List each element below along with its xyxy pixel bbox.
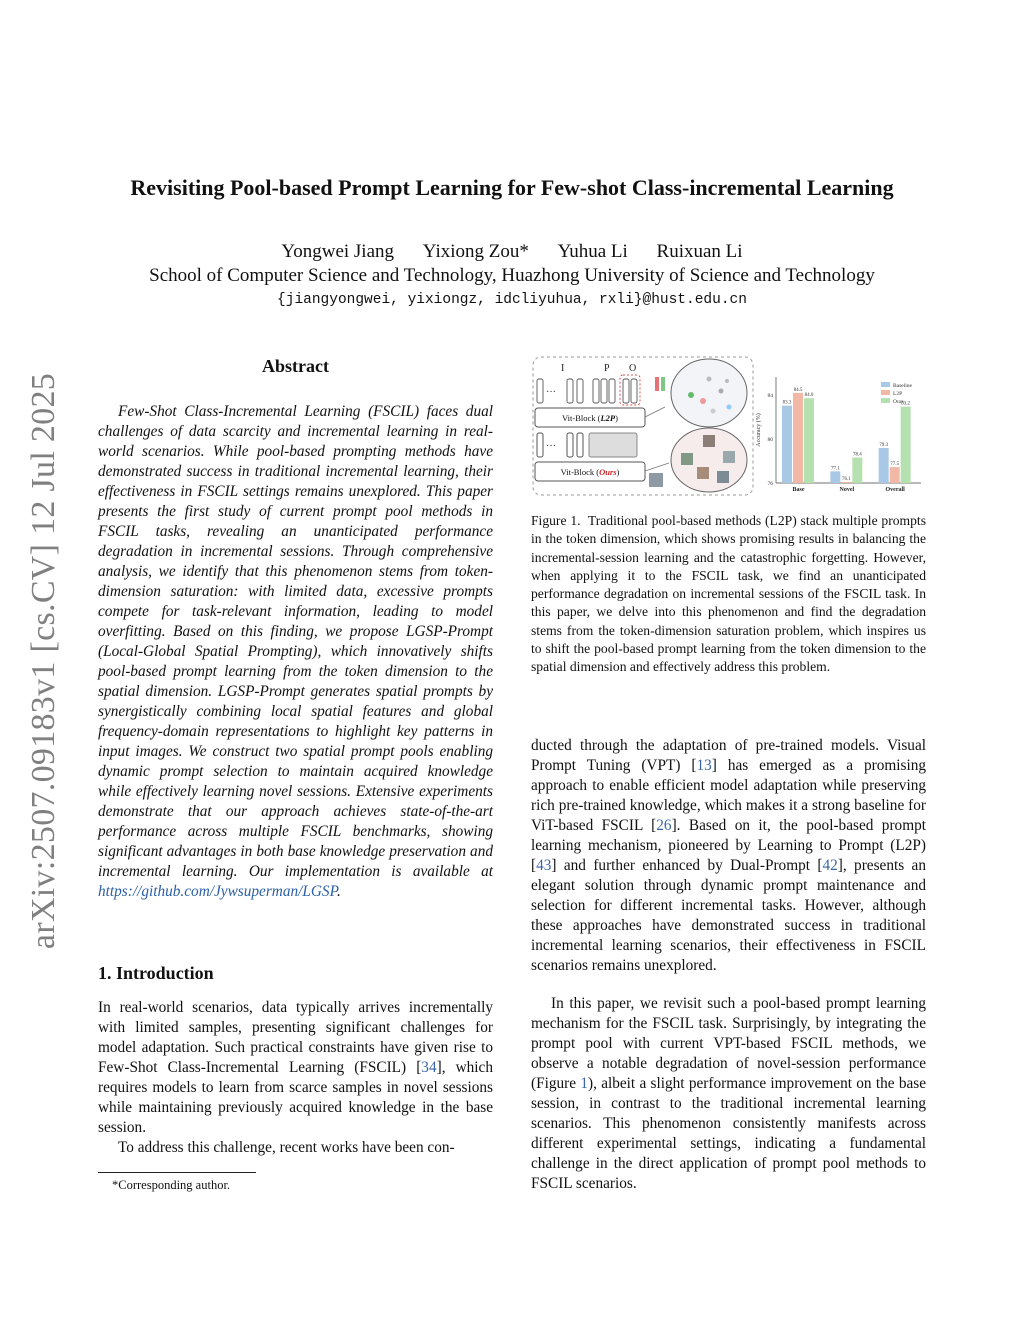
legend-label: L2P <box>893 391 903 397</box>
bar-baseline <box>782 406 792 483</box>
figure-1 <box>531 355 931 500</box>
citation-link[interactable]: 42 <box>822 857 838 874</box>
legend-swatch <box>881 382 890 387</box>
output-token <box>631 379 637 403</box>
figure-1-graphic <box>531 355 931 500</box>
bar-baseline <box>830 471 840 483</box>
y-tick-label: 76 <box>767 481 773 487</box>
body-text: ]. Based on it, the pool-based prompt learning mechanism, pioneered by Learning to Prompt (L2P) [ <box>531 817 926 874</box>
bar-l2p <box>793 393 803 483</box>
abstract-end: . <box>336 883 341 900</box>
intro-text: ], which requires models to learn from scarce samples in novel sessions while maintaining previously acquired knowledge in the base session. <box>98 1059 493 1136</box>
citation-link[interactable]: 26 <box>656 817 672 834</box>
spatial-prompt-thumb <box>649 473 663 487</box>
category-label: Novel <box>839 487 855 493</box>
input-token <box>537 433 543 457</box>
author-name: Yongwei Jiang <box>281 241 395 262</box>
paper-title: Revisiting Pool-based Prompt Learning for Few-shot Class-incremental Learning <box>130 175 894 200</box>
legend-label: Baseline <box>893 383 912 389</box>
intro-text: In real-world scenarios, data typically arrives incrementally with limited samples, presenting significant challenges for model adaptation. Such practical constraints have given rise to Few-Shot Class-Incremental Learning (FSCIL) [ <box>98 999 493 1076</box>
label-p: P <box>604 363 610 374</box>
bar-value-label: 84.5 <box>793 387 803 393</box>
author-name: Ruixuan Li <box>656 241 743 262</box>
arxiv-watermark <box>14 372 74 950</box>
bar-value-label: 77.5 <box>890 462 900 468</box>
label-o: O <box>629 363 637 374</box>
affiliation: School of Computer Science and Technology, Huazhong University of Science and Technology <box>149 265 875 286</box>
bar-value-label: 76.1 <box>841 476 851 482</box>
y-tick-label: 80 <box>767 437 773 443</box>
citation-link[interactable]: 43 <box>536 857 552 874</box>
prompt-chip <box>655 377 659 391</box>
caption-text: Traditional pool-based methods (L2P) stack multiple prompts in the token dimension, which shows promising results in balancing the incremental-session learning and the catastrophic forgetting. However, when applying it to the FSCIL task, we find an unanticipated performance degradation on incremental sessions of the FSCIL task. In this paper, we delve into this phenomenon and find the degradation stems from the token-dimension saturation problem, which inspires us to shift the pool-based prompt learning from the token dimension to the spatial dimension and effectively address this problem. <box>531 513 926 675</box>
body-text: ), albeit a slight performance improvement on the base session, in contrast to the traditional incremental learning scenarios. This phenomenon consistently manifests across different experimental settings, indicating a fundamental challenge in the direct application of prompt pool methods to FSCIL scenarios. <box>531 1075 926 1192</box>
intro-heading: 1. Introduction <box>98 963 214 983</box>
output-token <box>623 379 629 403</box>
intro-body <box>98 998 493 1158</box>
bar-value-label: 78.4 <box>852 452 862 458</box>
bar-ours <box>901 407 911 483</box>
prompt-token <box>593 379 599 403</box>
bar-l2p <box>890 467 900 483</box>
author-name: Yixiong Zou* <box>422 241 529 262</box>
legend-label: Ours <box>893 399 904 405</box>
y-tick-label: 84 <box>767 393 773 399</box>
abstract-body <box>98 402 493 902</box>
citation-link[interactable]: 34 <box>421 1059 437 1076</box>
author-list <box>60 241 964 263</box>
bar-value-label: 77.1 <box>830 466 840 472</box>
vit-block-l2p-label: Vit-Block (L2P) <box>562 413 618 423</box>
ellipsis: ··· <box>546 441 556 452</box>
bar-value-label: 83.3 <box>782 400 792 406</box>
intro-paragraph-2: To address this challenge, recent works have been con- <box>118 1139 455 1156</box>
y-axis-label: Accuracy (%) <box>756 413 762 447</box>
figure-link[interactable]: 1 <box>580 1075 588 1092</box>
footnote: *Corresponding author. <box>112 1178 231 1192</box>
label-i: I <box>561 363 565 374</box>
right-paragraph-2 <box>531 994 926 1194</box>
input-token <box>537 379 543 403</box>
bar-value-label: 83.2 <box>901 401 911 407</box>
prompt-token <box>609 379 615 403</box>
body-text: ducted through the adaptation of pre-trained models. Visual Prompt Tuning (VPT) [ <box>531 737 926 774</box>
input-token <box>567 379 573 403</box>
connector-line <box>645 407 665 417</box>
figure-caption <box>531 512 926 677</box>
author-emails: {jiangyongwei, yixiongz, idcliyuhua, rxli}@hust.edu.cn <box>277 292 747 308</box>
arxiv-id: arXiv:2507.09183v1 [cs.CV] 12 Jul 2025 <box>25 372 62 950</box>
input-token <box>577 433 583 457</box>
bar-ours <box>852 458 862 483</box>
author-name: Yuhua Li <box>557 241 628 262</box>
abstract-heading: Abstract <box>262 356 329 376</box>
bar-value-label: 84.0 <box>804 393 814 399</box>
body-text: ], presents an elegant solution through dynamic prompt maintenance and selection for different incremental tasks. However, although these approaches have demonstrated success in traditional incremental learning scenarios, their effectiveness in FSCIL scenarios remains unexplored. <box>531 857 926 974</box>
bar-ours <box>804 398 814 483</box>
body-text: ] and further enhanced by Dual-Prompt [ <box>551 857 823 874</box>
body-text: In this paper, we revisit such a pool-based prompt learning mechanism for the FSCIL task. Surprisingly, by integrating the prompt pool with current VPT-based FSCIL methods, we observe a notable degradation of novel-session performance (Figure <box>531 995 926 1092</box>
vit-block-ours-label: Vit-Block (Ours) <box>560 467 620 477</box>
caption-label: Figure 1. <box>531 513 581 528</box>
right-paragraph-1 <box>531 736 926 976</box>
ellipsis: ··· <box>546 387 556 398</box>
category-label: Base <box>792 487 805 493</box>
bar-baseline <box>879 448 889 483</box>
input-token <box>567 433 573 457</box>
category-label: Overall <box>885 487 905 493</box>
prompt-pool-l2p <box>671 359 747 427</box>
abstract-text: Few-Shot Class-Incremental Learning (FSCIL) faces dual challenges of data scarcity and incremental learning in real-world scenarios. While pool-based prompting methods have demonstrated success in traditional incremental learning, their effectiveness in FSCIL settings remains unexplored. This paper presents the first study of current prompt pool methods in FSCIL tasks, revealing an unanticipated performance degradation in incremental sessions. Through comprehensive analysis, we identify that this phenomenon stems from token-dimension saturation: with limited data, excessive prompts compete for task-relevant information, leading to model overfitting. Based on this finding, we propose LGSP-Prompt (Local-Global Spatial Prompting), which innovatively shifts pool-based prompt learning from the token dimension to the spatial dimension. LGSP-Prompt generates spatial prompts by synergistically combining local spatial features and global frequency-domain representations to highlight key patterns in input images. We construct two spatial prompt pools enabling dynamic prompt selection to maintain acquired knowledge while effectively learning novel sessions. Extensive experiments demonstrate that our approach achieves state-of-the-art performance across multiple FSCIL benchmarks, showing significant advantages in both base knowledge preservation and incremental learning. Our implementation is available at <box>98 403 493 880</box>
legend-swatch <box>881 390 890 395</box>
code-link[interactable]: https://github.com/Jywsuperman/LGSP <box>98 883 337 900</box>
prompt-chip <box>661 377 665 391</box>
prompt-token <box>601 379 607 403</box>
spatial-prompt-image <box>589 433 637 457</box>
body-text: ] has emerged as a promising approach to enable efficient model adaptation while preserving rich pre-trained knowledge, which makes it a strong baseline for ViT-based FSCIL [ <box>531 757 927 834</box>
right-column-body <box>531 736 926 1194</box>
bar-l2p <box>841 482 851 483</box>
legend-swatch <box>881 398 890 403</box>
accuracy-chart <box>755 377 921 493</box>
footnote-rule <box>98 1172 256 1173</box>
connector-line <box>645 463 669 471</box>
citation-link[interactable]: 13 <box>696 757 712 774</box>
input-token <box>577 379 583 403</box>
bar-value-label: 79.3 <box>879 443 889 449</box>
